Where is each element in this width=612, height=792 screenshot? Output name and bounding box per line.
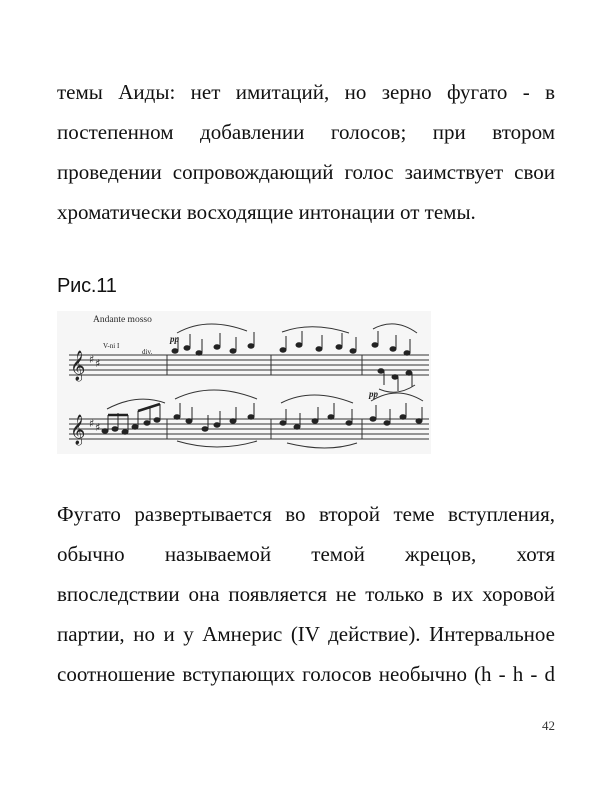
text-line: обычно называемой темой жрецов, хотя xyxy=(57,542,555,566)
dynamic-pp-top: pp xyxy=(170,334,179,344)
svg-text:𝄞: 𝄞 xyxy=(70,351,86,381)
text-line: впоследствии она появляется не только в их хоровой xyxy=(57,582,555,606)
svg-text:𝄞: 𝄞 xyxy=(70,415,86,445)
upper-notes xyxy=(172,331,412,391)
instrument-marking: V-ni I xyxy=(103,342,120,350)
div-marking: div. xyxy=(142,348,153,356)
figure-caption: Рис.11 xyxy=(57,275,117,297)
upper-slurs xyxy=(177,324,417,392)
text-line: соотношение вступающих голосов необычно (h - h - d xyxy=(57,662,555,686)
lower-staff xyxy=(69,419,429,439)
music-score-figure xyxy=(57,311,431,454)
paragraph-fugato xyxy=(57,494,555,694)
page-number: 42 xyxy=(542,718,555,733)
text-line: партии, но и у Амнерис (IV действие). Интервальное xyxy=(57,622,555,646)
text-line: Фугато развертывается во второй теме вступления, xyxy=(57,502,555,526)
text-line: темы Аиды: нет имитаций, но зерно фугато - в xyxy=(57,80,555,104)
dynamic-pp-bottom: pp xyxy=(369,389,378,399)
text-line: проведении сопровождающий голос заимствует свои xyxy=(57,160,555,184)
svg-text:♯: ♯ xyxy=(89,353,95,366)
svg-text:♯: ♯ xyxy=(95,357,101,370)
paragraph-intro xyxy=(57,72,555,232)
text-line: постепенном добавлении голосов; при втором xyxy=(57,120,555,144)
text-line: хроматически восходящие интонации от темы. xyxy=(57,200,476,224)
svg-text:♯: ♯ xyxy=(89,417,95,430)
tempo-marking: Andante mosso xyxy=(93,315,152,325)
upper-staff xyxy=(69,355,429,375)
svg-text:♯: ♯ xyxy=(95,421,101,434)
